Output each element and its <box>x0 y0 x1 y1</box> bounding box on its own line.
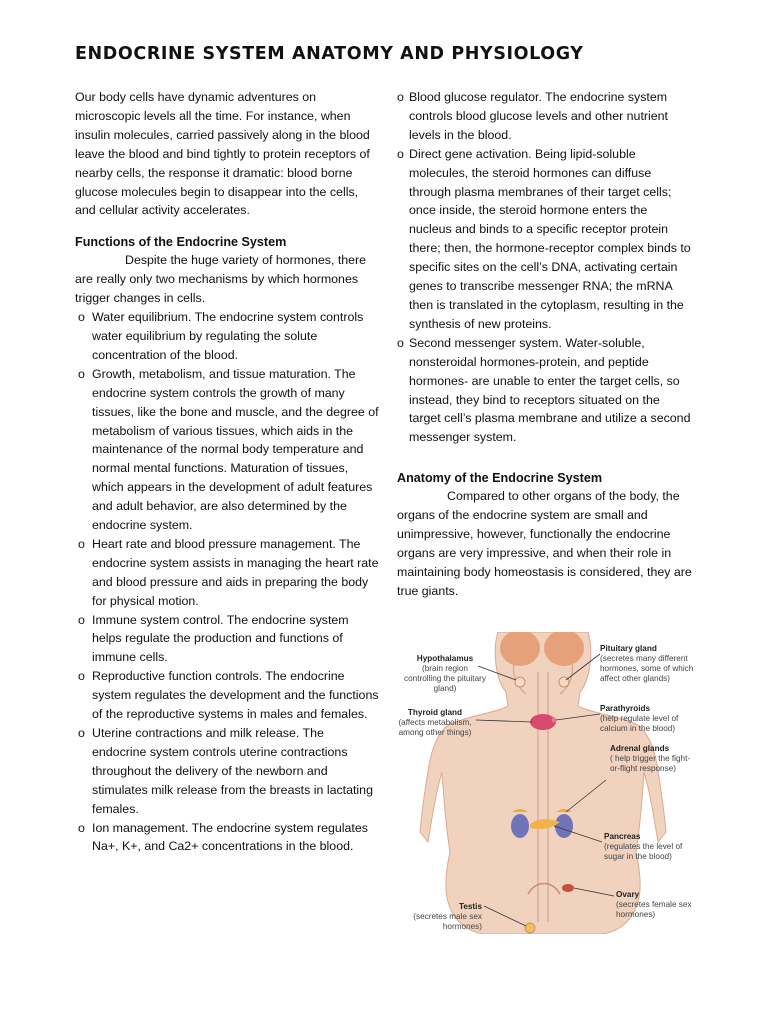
label-parathyroids <box>600 704 694 734</box>
list-item-text: Ion management. The endocrine system regulates Na+, K+, and Ca2+ concentrations in the blood. <box>92 820 368 854</box>
endocrine-diagram <box>388 632 698 934</box>
label-testis <box>402 902 482 932</box>
bullet-mark: o <box>78 612 85 627</box>
label-thyroid <box>392 708 478 738</box>
label-title: Parathyroids <box>600 704 651 713</box>
label-title: Adrenal glands <box>610 744 670 753</box>
bullet-mark: o <box>397 335 404 350</box>
label-title: Hypothalamus <box>416 654 474 663</box>
list-item-text: Uterine contractions and milk release. The endocrine system controls uterine contractions throughout the delivery of the newborn and stimulates milk release from the breasts in lactating females. <box>92 726 373 816</box>
label-pancreas <box>604 832 684 862</box>
functions-list <box>75 308 380 856</box>
left-column <box>75 88 380 856</box>
label-title: Pancreas <box>604 832 641 841</box>
list-item <box>397 334 693 447</box>
bullet-mark: o <box>397 146 404 161</box>
list-item <box>75 535 380 611</box>
list-item <box>75 819 380 857</box>
list-item-text: Immune system control. The endocrine system helps regulate the production and functions of immune cells. <box>92 612 349 665</box>
functions-list-continued <box>397 88 693 447</box>
list-item-text: Heart rate and blood pressure management. The endocrine system assists in managing the heart rate and blood pressure and aids in preparing the body for physical motion. <box>92 536 379 608</box>
intro-paragraph: Our body cells have dynamic adventures on microscopic levels all the time. For instance, when insulin molecules, carried passively along in the blood leave the blood and bind tightly to protein receptors of nearby cells, the response it dramatic: blood borne glucose molecules begin to disappear into the cells, and cellular activity accelerates. <box>75 90 370 218</box>
list-item <box>75 724 380 819</box>
bullet-mark: o <box>78 726 85 740</box>
list-item-text: Direct gene activation. Being lipid-soluble molecules, the steroid hormones can diffuse through plasma membranes of their target cells; once inside, the steroid hormone enters the nucleus and binds to a specific receptor protein there; then, the hormone-receptor complex binds to specific sites on the cell’s DNA, activating certain genes to transcribe messenger RNA; the mRNA then is translated in the cytoplasm, resulting in the synthesis of new proteins. <box>409 146 691 331</box>
kidney-right <box>555 814 573 838</box>
label-desc: (regulates the level of sugar in the blood) <box>604 842 683 861</box>
label-adrenal <box>610 744 696 774</box>
list-item-text: Blood glucose regulator. The endocrine system controls blood glucose levels and other nutrient levels in the blood. <box>409 90 668 142</box>
bullet-mark: o <box>397 90 404 104</box>
label-title: Pituitary gland <box>600 644 657 653</box>
label-desc: ( help trigger the fight-or-flight response) <box>610 754 691 773</box>
anatomy-paragraph: Compared to other organs of the body, the organs of the endocrine system are small and unimpressive, however, functionally the endocrine organs are very impressive, and when their role in maintaining body homeostasis is considered, they are true giants. <box>397 489 692 598</box>
functions-heading: Functions of the Endocrine System <box>75 235 287 250</box>
label-desc: (help regulate level of calcium in the blood) <box>600 714 679 733</box>
bullet-mark: o <box>78 669 85 684</box>
functions-lead: Despite the huge variety of hormones, there are really only two mechanisms by which hormones trigger changes in cells. <box>75 253 367 306</box>
list-item <box>75 611 380 668</box>
list-item <box>75 365 380 535</box>
list-item <box>397 88 693 145</box>
testis <box>525 923 535 933</box>
bullet-mark: o <box>78 310 85 325</box>
label-desc: (brain region controlling the pituitary gland) <box>404 664 486 693</box>
label-desc: (secretes female sex hormones) <box>616 900 692 919</box>
page-title: ENDOCRINE SYSTEM ANATOMY AND PHYSIOLOGY <box>75 44 584 64</box>
label-ovary <box>616 890 694 920</box>
bullet-mark: o <box>78 366 85 381</box>
anatomy-heading: Anatomy of the Endocrine System <box>397 471 603 486</box>
label-title: Thyroid gland <box>407 708 463 717</box>
label-desc: (affects metabolism, among other things) <box>398 718 472 737</box>
label-title: Ovary <box>616 890 640 899</box>
label-hypothalamus <box>404 654 486 694</box>
label-desc: (secretes many different hormones, some of which affect other glands) <box>600 654 694 683</box>
list-item-text: Second messenger system. Water-soluble, nonsteroidal hormones-protein, and peptide hormones- are unable to enter the target cells, so instead, they bind to receptors situated on the target cell’s plasma membrane and utilize a second messenger system. <box>409 335 691 445</box>
bullet-mark: o <box>78 536 85 551</box>
bullet-mark: o <box>78 820 85 835</box>
parathyroid-dot <box>552 718 557 723</box>
kidney-left <box>511 814 529 838</box>
list-item-text: Water equilibrium. The endocrine system controls water equilibrium by regulating the solute concentration of the blood. <box>92 310 364 362</box>
label-desc: (secretes male sex hormones) <box>413 912 482 931</box>
label-pituitary <box>600 644 696 684</box>
thyroid-gland <box>530 714 556 730</box>
ovary <box>562 884 574 892</box>
list-item <box>75 308 380 365</box>
hypothalamus-dot <box>515 677 525 687</box>
list-item <box>75 667 380 724</box>
right-column <box>397 88 693 601</box>
list-item-text: Reproductive function controls. The endocrine system regulates the development and the functions of the reproductive systems in males and females. <box>92 669 379 722</box>
list-item-text: Growth, metabolism, and tissue maturation. The endocrine system controls the growth of many tissues, like the bone and muscle, and the degree of metabolism of various tissues, which aids in the maintenance of the normal body temperature and normal mental functions. Maturation of tissues, which appears in the development of adult features and adult behavior, are also determined by the endocrine system. <box>92 366 379 533</box>
label-title: Testis <box>458 902 482 911</box>
list-item <box>397 145 693 334</box>
